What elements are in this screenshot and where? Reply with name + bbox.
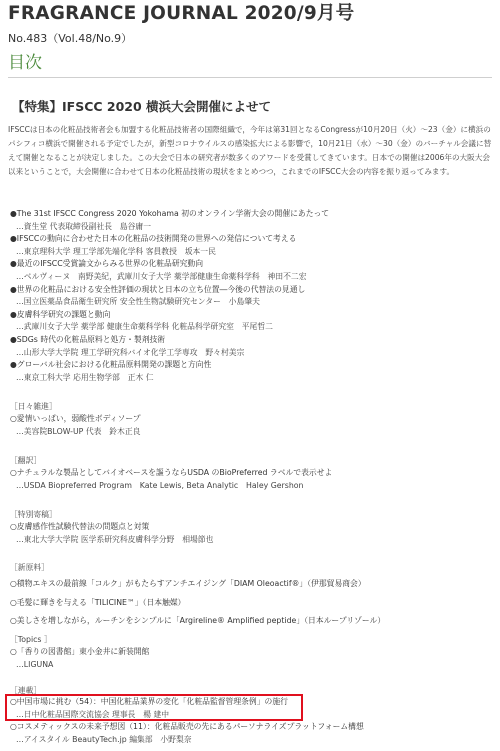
article-title[interactable]: ●世界の化粧品における安全性評価の現状と日本の立ち位置―今後の代替法の見通し [10, 284, 306, 294]
article-author: …日中化粧品国際交流協会 理事長 楊 建中 [16, 709, 170, 719]
section-topics [10, 633, 494, 671]
article-entry [10, 615, 494, 628]
toc-heading: 目次 [8, 53, 42, 73]
article-title[interactable]: ○コスメティックスの未来予想図（11）：化粧品販売の先にあるパーソナライズプラットフォーム構想 [10, 722, 364, 732]
section-heading: ［連載］ [10, 686, 42, 695]
article-author: …ベルヴィーヌ 南野美紀，武庫川女子大学 薬学部健康生命薬科学科 神田不二宏 [16, 271, 307, 281]
section-heading: ［日々雑進］ [10, 402, 57, 411]
article-author: …USDA Biopreferred Program Kate Lewis, Beta Analytic Haley Gershon [16, 480, 304, 490]
article-author: …LIGUNA [16, 659, 54, 669]
article-title[interactable]: ○ナチュラルな製品としてバイオベースを謳うならUSDA のBioPreferred ラベルで表示せよ [10, 468, 333, 477]
article-title[interactable]: ●The 31st IFSCC Congress 2020 Yokohama 初のオンライン学術大会の開催にあたって [10, 209, 330, 218]
article-title[interactable]: ○美しさを増しながら，ルーチンをシンプルに「Argireline® Amplified peptide」（日本ループリゾール） [10, 616, 386, 626]
article-title[interactable]: ○愛情いっぱい，弱酸性ボディソープ [10, 414, 141, 423]
toc-divider [8, 77, 492, 78]
article-author: …資生堂 代表取締役副社長 島谷庸一 [16, 221, 152, 231]
highlight-box [5, 694, 303, 721]
section-special-contribution [10, 508, 494, 546]
article-entry [10, 208, 494, 233]
article-title[interactable]: ○「香りの図書館」東小金井に新装開館 [10, 647, 150, 656]
article-entry [10, 578, 494, 591]
article-author: …東京理科大学 理工学部先端化学科 客員教授 坂本一民 [16, 246, 216, 256]
masthead [8, 2, 492, 78]
section-new-ingredients [10, 561, 494, 628]
article-entry [10, 334, 494, 359]
article-author: …武庫川女子大学 薬学部 健康生命薬科学科 化粧品科学研究室 平尾哲二 [16, 322, 273, 332]
article-author: …東京工科大学 応用生物学部 正木 仁 [16, 372, 154, 382]
article-title[interactable]: ●グローバル社会における化粧品原料開発の課題と方向性 [10, 360, 212, 370]
section-heading: ［Topics ］ [10, 635, 52, 644]
feature-article-list [10, 208, 494, 384]
article-entry [10, 309, 494, 334]
magazine-title: FRAGRANCE JOURNAL 2020/9月号 [8, 3, 355, 24]
section-heading: ［翻訳］ [10, 456, 42, 465]
article-entry [10, 467, 494, 492]
feature-title: 【特集】IFSCC 2020 横浜大会開催によせて [12, 99, 272, 114]
article-title[interactable]: ○積物エキスの最前線「コルク」がもたらすアンチエイジング「DIAM Oleoactif®」（伊那貿易商会） [10, 579, 366, 588]
article-entry [10, 413, 494, 438]
article-title[interactable]: ○毛髪に輝きを与える「TILICINE™」（日本触媒） [10, 597, 186, 607]
article-title[interactable]: ●IFSCCの動向に合わせた日本の化粧品の技術開発の世界への発信について考える [10, 234, 297, 244]
article-title[interactable]: ●皮膚科学研究の課題と動向 [10, 309, 111, 319]
article-author: …美容院BLOW-UP 代表 鈴木正良 [16, 426, 141, 436]
article-entry [10, 233, 494, 258]
article-entry [10, 258, 494, 283]
article-title[interactable]: ●最近のIFSCC受賞論文からみる世界の化粧品研究動向 [10, 259, 204, 269]
feature-intro: IFSCCは日本の化粧品技術者会も加盟する化粧品技術者の国際組織で，今年は第31回となるCongressが10月20日（火）～23（金）に横浜のパシフィコ横浜で開催される予定でしたが，新型コロナウイルスの感染拡大による影響で，10月21日（水）～30（金）のバーチャル会議に替えて開催となることが決定しました。この大会で日本の研究者が数多くのアワードを受賞してきています。日本での開催は2006年の大阪大会以来ということで，大会開催に合わせて日本の化粧品技術の現状をまとめつつ，これまでのIFSCC大会の内容を振り返ってみます。 [8, 125, 492, 176]
article-title[interactable]: ●SDGs 時代の化粧品原料と処方・製剤技術 [10, 334, 166, 344]
section-heading: ［新原料］ [10, 563, 49, 572]
article-author: …山形大学大学院 理工学研究科バイオ化学工学専攻 野々村美宗 [16, 347, 245, 357]
article-entry [10, 284, 494, 309]
article-author: …東北大学大学院 医学系研究科皮膚科学分野 相場節也 [16, 534, 214, 544]
section-heading: ［特別寄稿］ [10, 510, 57, 519]
section-column [10, 400, 494, 438]
article-entry [10, 597, 494, 610]
article-author: …国立医薬品食品衛生研究所 安全性生物試験研究センター 小島肇夫 [16, 297, 260, 307]
article-entry [10, 521, 494, 546]
article-title[interactable]: ○中国市場に挑む（54）：中国化粧品業界の変化「化粧品監督管理条例」の施行 [10, 697, 288, 706]
article-entry [10, 359, 494, 384]
article-title[interactable]: ○皮膚感作性試験代替法の問題点と対策 [10, 522, 150, 531]
section-translation [10, 454, 494, 492]
article-entry [10, 721, 494, 746]
article-entry [10, 646, 494, 671]
article-author: …アイスタイル BeautyTech.jp 編集部 小野梨奈 [16, 734, 192, 744]
issue-number: No.483（Vol.48/No.9） [8, 32, 133, 45]
